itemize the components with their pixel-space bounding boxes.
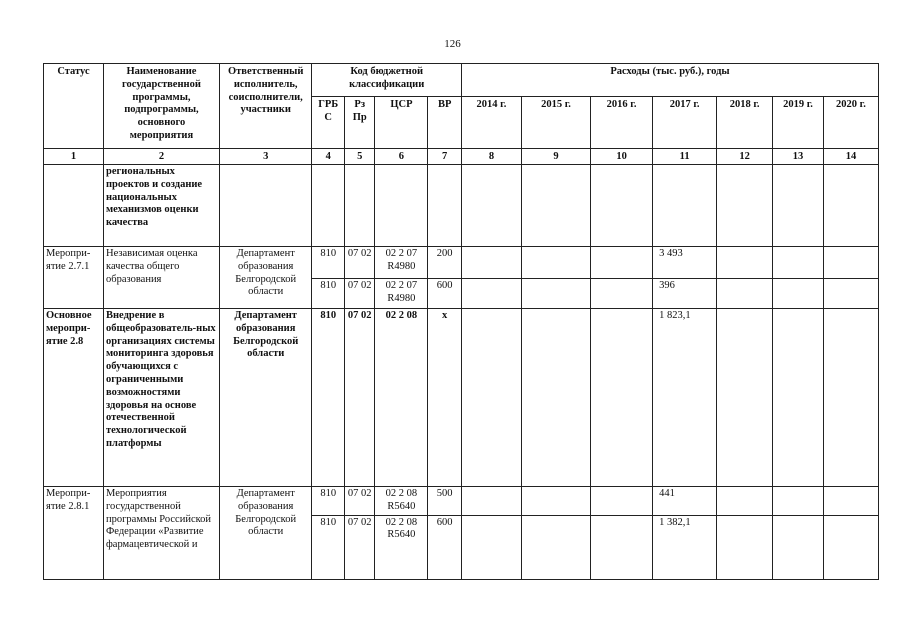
cell-2017: 1 823,1 <box>653 309 717 487</box>
cell-2017: 3 493 <box>653 247 717 279</box>
cell-grbs: 810 <box>312 487 345 516</box>
table-row <box>44 487 879 516</box>
cell-rzpr: 07 02 <box>344 279 375 309</box>
cell-grbs: 810 <box>312 309 345 487</box>
cell-rzpr: 07 02 <box>344 487 375 516</box>
cell-vr: 200 <box>428 247 462 279</box>
header-year: 2018 г. <box>717 97 773 149</box>
column-number: 14 <box>823 149 878 165</box>
column-numbers-row <box>44 149 879 165</box>
table-row <box>44 165 879 247</box>
header-name: Наименование государственной программы, подпрограммы, основного мероприятия <box>104 64 220 149</box>
cell-2017: 1 382,1 <box>653 515 717 579</box>
row-status: Меропри-ятие 2.7.1 <box>44 247 104 309</box>
header-expenses: Расходы (тыс. руб.), годы <box>461 64 878 97</box>
row-status: Меропри-ятие 2.8.1 <box>44 487 104 580</box>
cell-rzpr: 07 02 <box>344 515 375 579</box>
row-executor: Департамент образования Белгородской области <box>219 309 312 487</box>
column-number: 2 <box>104 149 220 165</box>
cell-vr: 600 <box>428 515 462 579</box>
cell-2017: 441 <box>653 487 717 516</box>
cell-csr: 02 2 07 R4980 <box>375 247 428 279</box>
table-row <box>44 309 879 487</box>
column-number: 9 <box>521 149 590 165</box>
row-executor: Департамент образования Белгородской области <box>219 487 312 580</box>
column-number: 8 <box>461 149 521 165</box>
header-year: 2019 г. <box>773 97 824 149</box>
cell-rzpr: 07 02 <box>344 247 375 279</box>
cell-grbs: 810 <box>312 247 345 279</box>
cell-vr: 500 <box>428 487 462 516</box>
column-number: 12 <box>717 149 773 165</box>
header-executor: Ответственный исполнитель, соисполнители, участники <box>219 64 312 149</box>
column-number: 4 <box>312 149 345 165</box>
header-year: 2020 г. <box>823 97 878 149</box>
cell-rzpr: 07 02 <box>344 309 375 487</box>
column-number: 11 <box>653 149 717 165</box>
page-number: 126 <box>444 38 461 50</box>
header-vr: ВР <box>428 97 462 149</box>
row-name: Мероприятия государственной программы Российской Федерации «Развитие фармацевтической и <box>104 487 220 580</box>
header-csr: ЦСР <box>375 97 428 149</box>
header-year: 2015 г. <box>521 97 590 149</box>
cell-vr: х <box>428 309 462 487</box>
header-rzpr: Рз Пр <box>344 97 375 149</box>
column-number: 1 <box>44 149 104 165</box>
column-number: 5 <box>344 149 375 165</box>
cell-grbs: 810 <box>312 515 345 579</box>
row-executor: Департамент образования Белгородской области <box>219 247 312 309</box>
cell-grbs: 810 <box>312 279 345 309</box>
budget-table <box>43 63 879 580</box>
cell-vr: 600 <box>428 279 462 309</box>
header-budget-code: Код бюджетной классификации <box>312 64 461 97</box>
column-number: 10 <box>591 149 653 165</box>
cell-csr: 02 2 08 <box>375 309 428 487</box>
column-number: 3 <box>219 149 312 165</box>
column-number: 6 <box>375 149 428 165</box>
row-status: Основное меропри-ятие 2.8 <box>44 309 104 487</box>
cell-csr: 02 2 07 R4980 <box>375 279 428 309</box>
header-year: 2016 г. <box>591 97 653 149</box>
table-row <box>44 247 879 279</box>
header-status: Статус <box>44 64 104 149</box>
row-name: Независимая оценка качества общего образования <box>104 247 220 309</box>
column-number: 13 <box>773 149 824 165</box>
header-year: 2014 г. <box>461 97 521 149</box>
header-year: 2017 г. <box>653 97 717 149</box>
cell-csr: 02 2 08 R5640 <box>375 515 428 579</box>
cell-2017: 396 <box>653 279 717 309</box>
cell-csr: 02 2 08 R5640 <box>375 487 428 516</box>
row-name: Внедрение в общеобразователь-ных организациях системы мониторинга здоровья обучающихся с ограниченными возможностями здоровья на основе отечественной технологической платформы <box>104 309 220 487</box>
header-grbs: ГРБ С <box>312 97 345 149</box>
column-number: 7 <box>428 149 462 165</box>
row-name: региональных проектов и создание национальных механизмов оценки качества <box>104 165 220 247</box>
